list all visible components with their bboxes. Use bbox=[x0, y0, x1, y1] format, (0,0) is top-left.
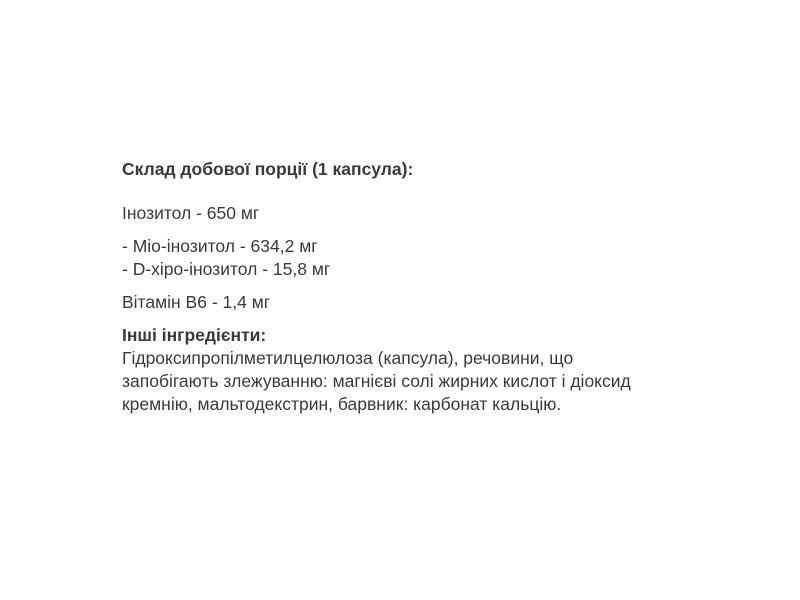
other-ingredients-line-1: Гідроксипропілметилцелюлоза (капсула), речовини, що bbox=[122, 348, 574, 368]
vitamin-b6-line: Вітамін B6 - 1,4 мг bbox=[122, 292, 271, 312]
other-ingredients-line-3: кремнію, мальтодекстрин, барвник: карбонат кальцію. bbox=[122, 394, 562, 414]
other-ingredients-heading: Інші інгредієнти: bbox=[122, 325, 267, 345]
spacer bbox=[122, 314, 742, 324]
other-ingredients-section bbox=[122, 324, 742, 416]
composition-heading: Склад добової порції (1 капсула): bbox=[122, 159, 414, 179]
ingredients-panel bbox=[122, 158, 742, 416]
spacer bbox=[122, 225, 742, 235]
d-chiro-inositol-line: - D-хіро-інозитол - 15,8 мг bbox=[122, 259, 331, 279]
inositol-breakdown bbox=[122, 235, 742, 281]
myo-inositol-line: - Міо-інозитол - 634,2 мг bbox=[122, 236, 318, 256]
other-ingredients-line-2: запобігають злежуванню: магнієві солі жирних кислот і діоксид bbox=[122, 371, 631, 391]
spacer bbox=[122, 281, 742, 291]
spacer bbox=[122, 181, 742, 202]
inositol-line: Інозитол - 650 мг bbox=[122, 203, 260, 223]
